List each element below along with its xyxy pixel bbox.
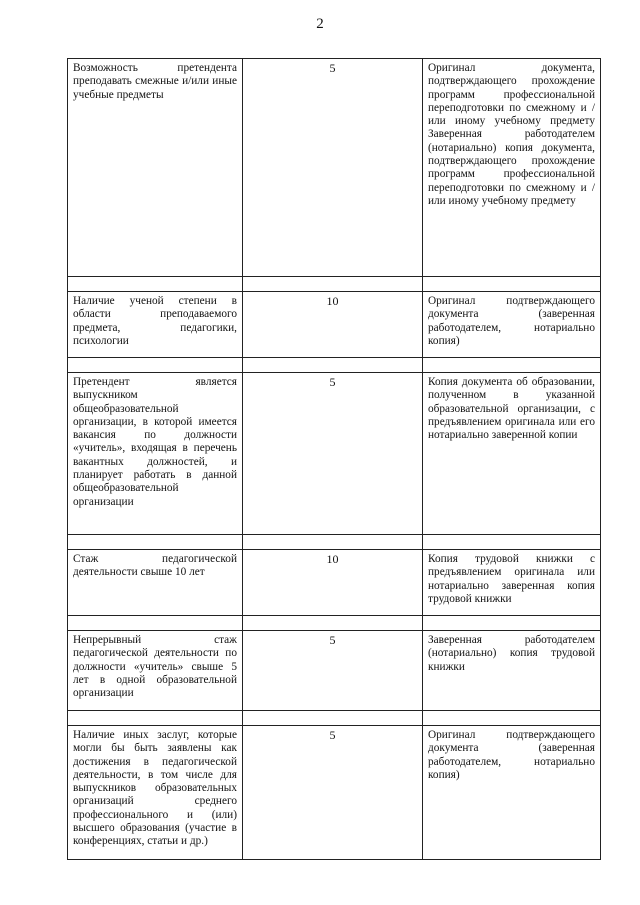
documents-cell: Оригинал документа, подтверждающего прохождение программ профессиональной переподготовки по смежному и /или иному учебному предмету Заверенная работодателем (нотариально) копия документа, подтверждающего прохождение программ профессиональной переподготовки по смежному и /или иному учебному предмету <box>423 59 601 277</box>
table-row <box>68 292 601 358</box>
table-row <box>68 373 601 535</box>
table-row <box>68 59 601 277</box>
table-row <box>68 726 601 860</box>
row-spacer <box>68 277 601 292</box>
score-cell: 5 <box>243 373 423 535</box>
row-spacer <box>68 711 601 726</box>
score-cell: 10 <box>243 550 423 616</box>
criterion-cell: Стаж педагогической деятельности свыше 10 лет <box>68 550 243 616</box>
documents-cell: Копия трудовой книжки с предъявлением оригинала или нотариально заверенная копия трудовой книжки <box>423 550 601 616</box>
documents-cell: Оригинал подтверждающего документа (заверенная работодателем, нотариально копия) <box>423 726 601 860</box>
row-spacer <box>68 535 601 550</box>
score-cell: 10 <box>243 292 423 358</box>
table-row <box>68 631 601 711</box>
criterion-cell: Непрерывный стаж педагогической деятельности по должности «учитель» свыше 5 лет в одной образовательной организации <box>68 631 243 711</box>
table-row <box>68 550 601 616</box>
row-spacer <box>68 358 601 373</box>
row-spacer <box>68 616 601 631</box>
criterion-cell: Претендент является выпускником общеобразовательной организации, в которой имеется вакансия по должности «учитель», входящая в перечень вакантных должностей, и планирует работать в данной общеобразовательной организации <box>68 373 243 535</box>
documents-cell: Оригинал подтверждающего документа (заверенная работодателем, нотариально копия) <box>423 292 601 358</box>
criterion-cell: Наличие иных заслуг, которые могли бы быть заявлены как достижения в педагогической деятельности, в том числе для выпускников образовательных организаций среднего профессионального и (или) высшего образования (участие в конференциях, статьи и др.) <box>68 726 243 860</box>
documents-cell: Копия документа об образовании, полученном в указанной образовательной организации, с предъявлением оригинала или его нотариально заверенной копии <box>423 373 601 535</box>
score-cell: 5 <box>243 631 423 711</box>
score-cell: 5 <box>243 59 423 277</box>
criteria-table <box>67 58 601 860</box>
page-number: 2 <box>316 16 324 32</box>
score-cell: 5 <box>243 726 423 860</box>
criterion-cell: Возможность претендента преподавать смежные и/или иные учебные предметы <box>68 59 243 277</box>
documents-cell: Заверенная работодателем (нотариально) копия трудовой книжки <box>423 631 601 711</box>
criterion-cell: Наличие ученой степени в области преподаваемого предмета, педагогики, психологии <box>68 292 243 358</box>
